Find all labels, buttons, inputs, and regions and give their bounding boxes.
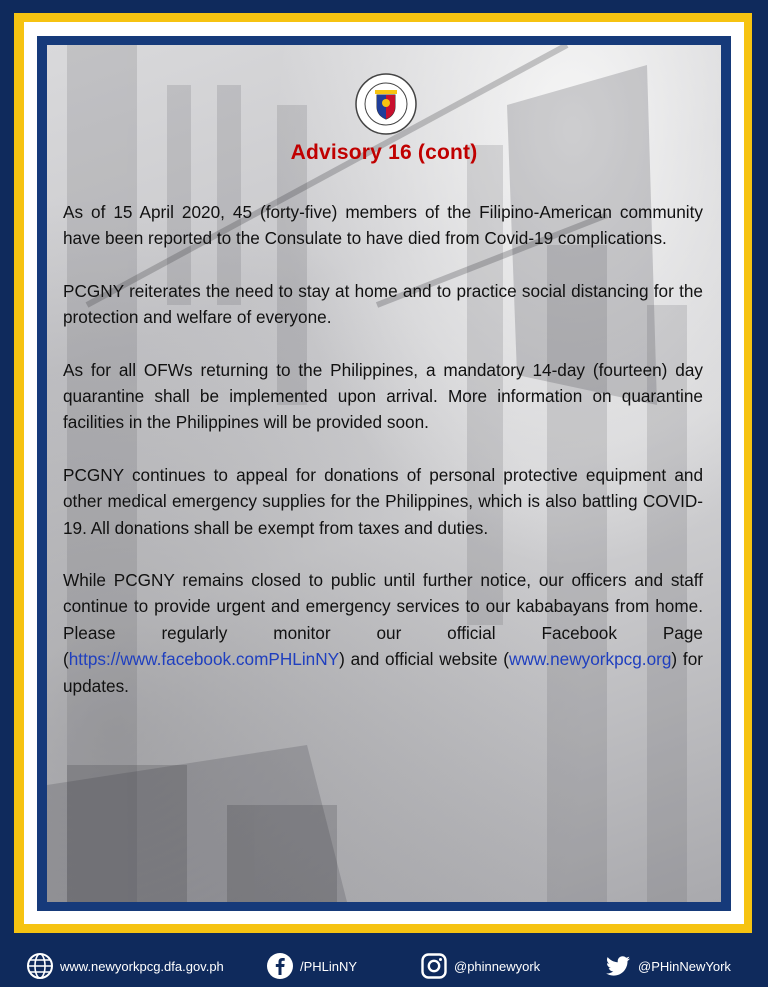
- website-link[interactable]: www.newyorkpcg.org: [509, 649, 672, 670]
- advisory-title: Advisory 16 (cont): [290, 141, 478, 164]
- services-text-end: ) for updates.: [63, 649, 703, 696]
- consulate-seal-icon: [355, 73, 417, 135]
- globe-icon: [26, 952, 54, 980]
- footer-facebook[interactable]: [266, 951, 357, 981]
- footer-twitter-label: @PHinNewYork: [638, 958, 731, 974]
- services-text-mid: ) and official website (: [339, 649, 510, 670]
- paragraph-donations: PCGNY continues to appeal for donations of personal protective equipment and other medical emergency supplies for the Philippines, which is also battling COVID-19. All donations shall be exempt from taxes and duties.: [63, 464, 703, 538]
- advisory-body: [63, 199, 703, 725]
- paragraph-ofw-quarantine: As for all OFWs returning to the Philippines, a mandatory 14-day (fourteen) day quarantine shall be implemented upon arrival. More information on quarantine facilities in the Philippines will be provided soon.: [63, 359, 703, 433]
- paragraph-stay-home: PCGNY reiterates the need to stay at home and to practice social distancing for the protection and welfare of everyone.: [63, 280, 703, 328]
- footer-twitter[interactable]: [604, 951, 731, 981]
- footer-instagram-label: @phinnewyork: [454, 958, 541, 974]
- facebook-page-link[interactable]: https://www.facebook.comPHLinNY: [68, 649, 340, 670]
- footer-bar: [0, 945, 768, 987]
- instagram-icon: [420, 952, 448, 980]
- footer-facebook-label: /PHLinNY: [300, 958, 358, 974]
- facebook-icon: [266, 952, 294, 980]
- footer-website[interactable]: [26, 951, 224, 981]
- twitter-icon: [604, 952, 632, 980]
- paragraph-services: [63, 567, 703, 699]
- footer-website-label: www.newyorkpcg.dfa.gov.ph: [60, 958, 224, 974]
- paragraph-death-count: As of 15 April 2020, 45 (forty-five) members of the Filipino-American community have been reported to the Consulate to have died from Covid-19 complications.: [63, 202, 703, 249]
- services-text: While PCGNY remains closed to public until further notice, our officers and staff continue to provide urgent and emergency services to our kababayans from home. Please regularly monitor our official Facebook Page (: [63, 570, 703, 670]
- advisory-panel: [47, 45, 721, 902]
- footer-instagram[interactable]: [420, 951, 540, 981]
